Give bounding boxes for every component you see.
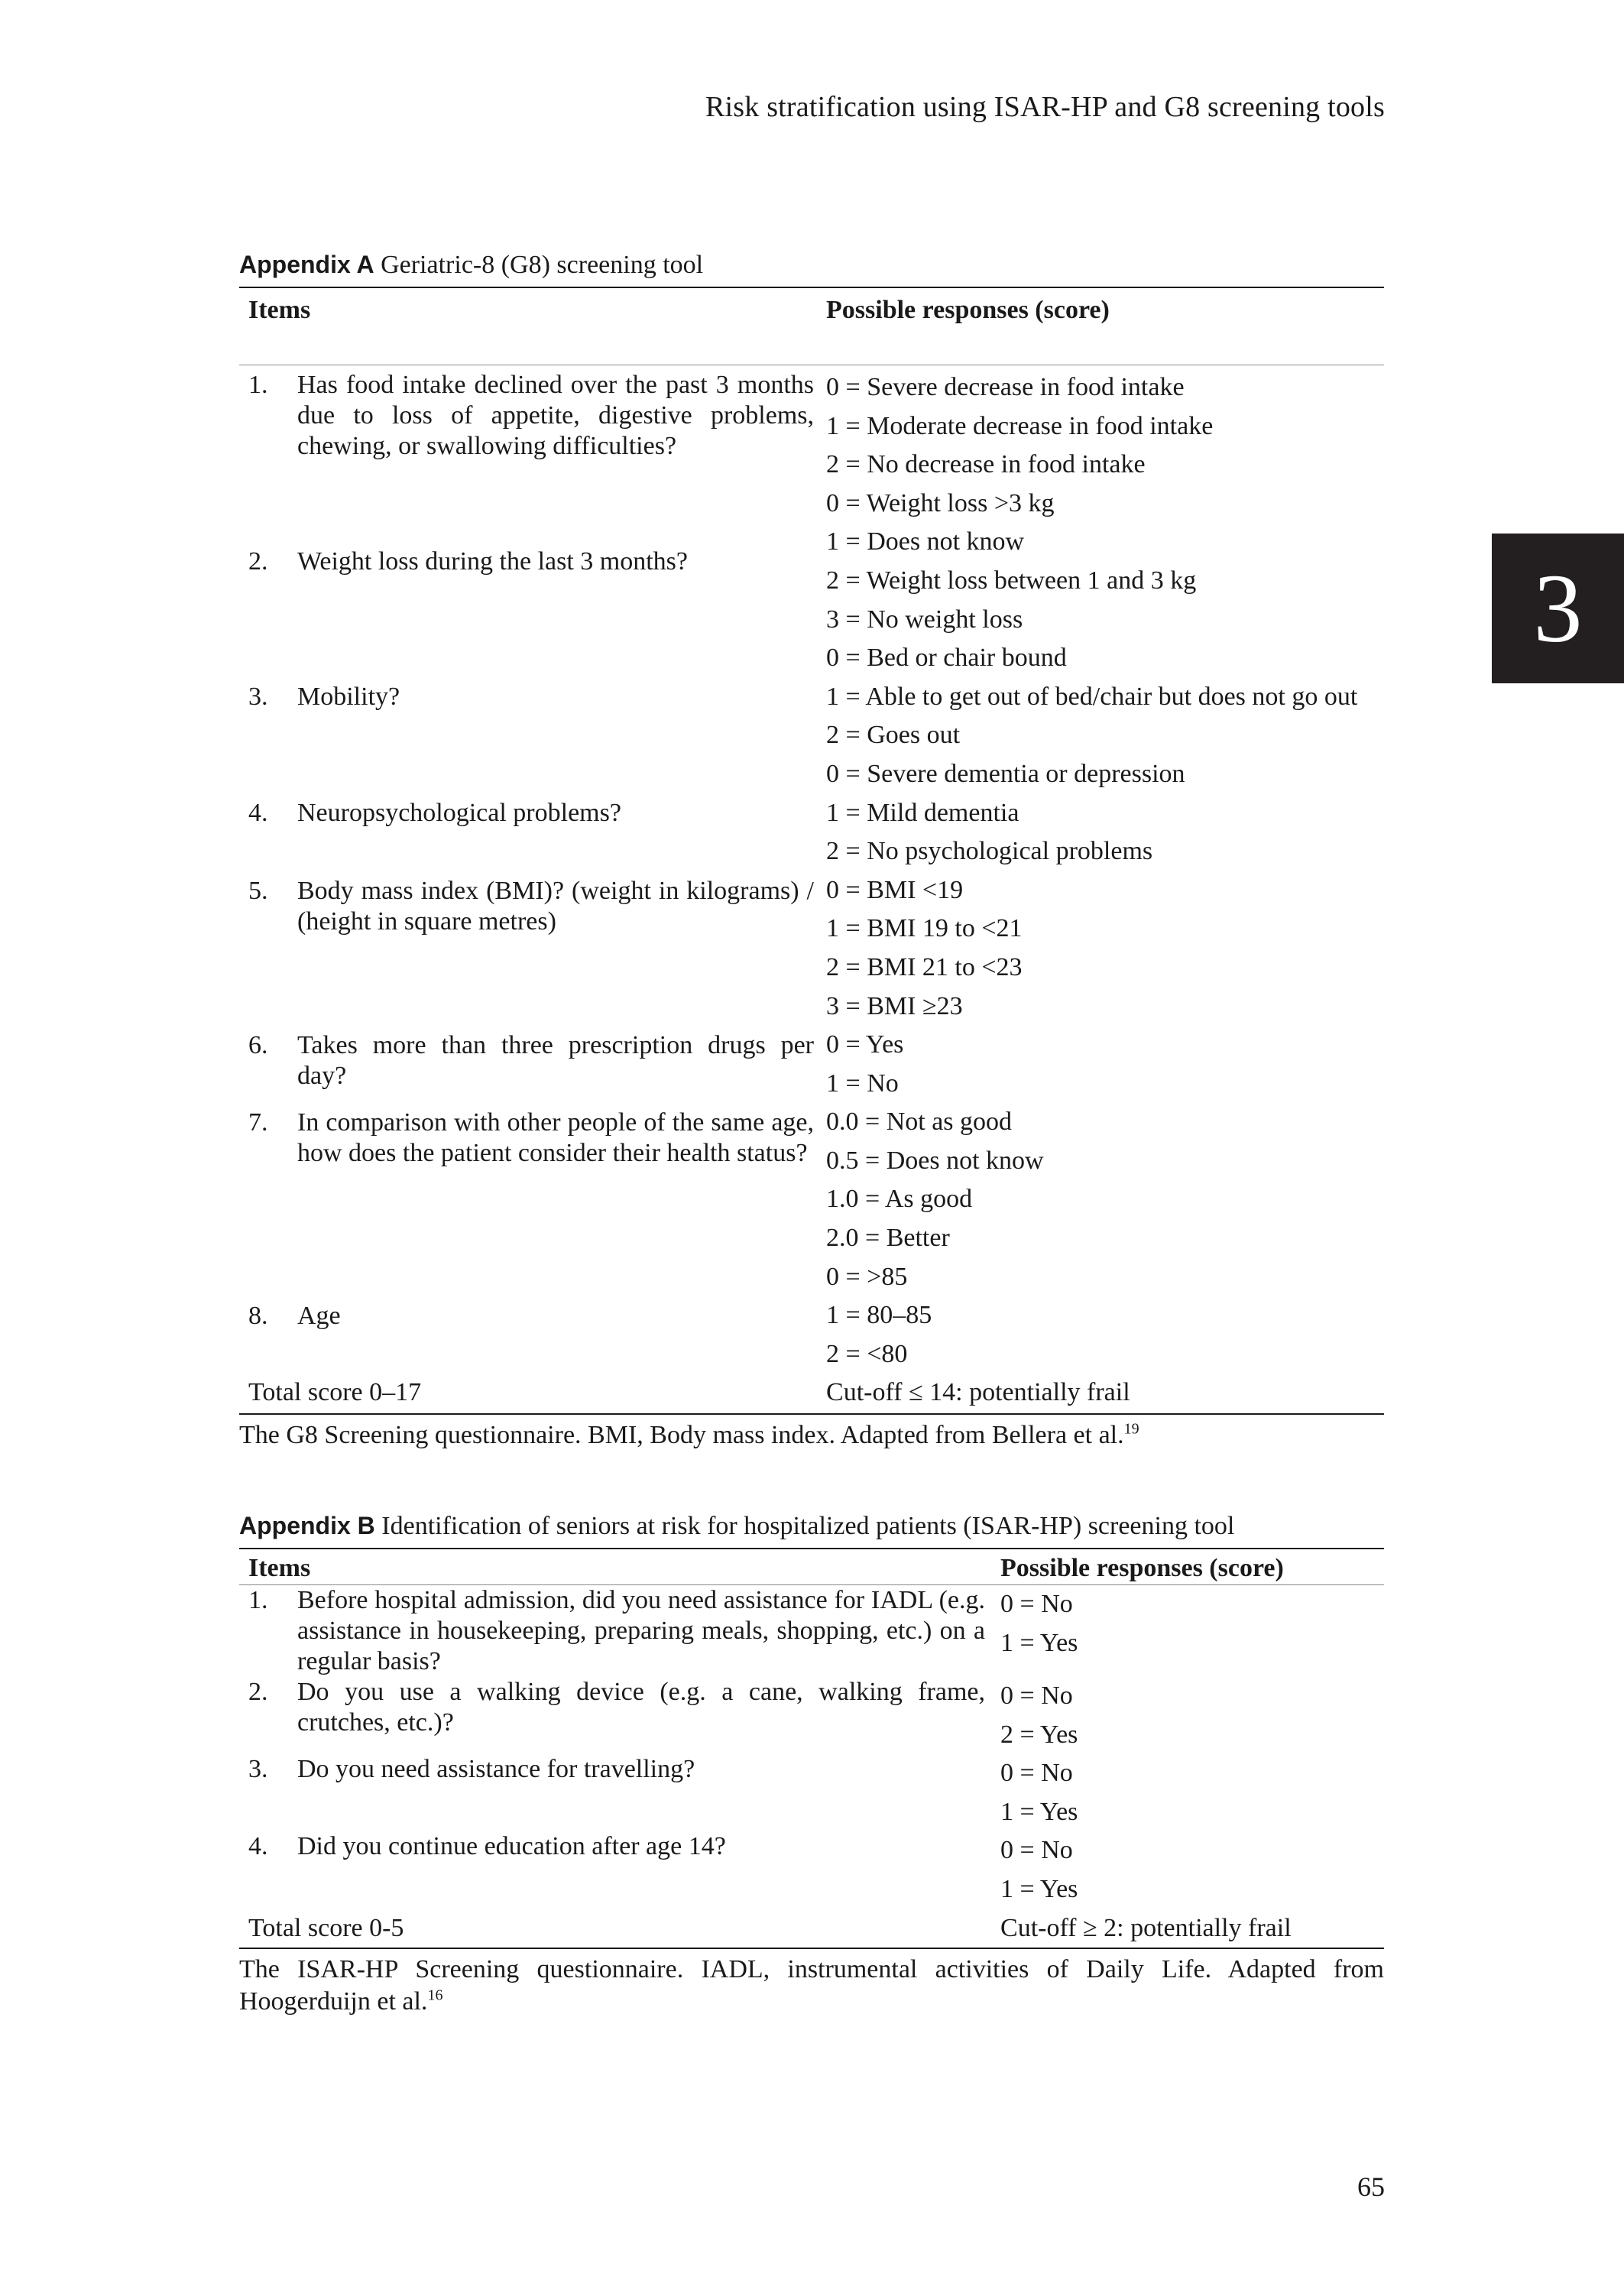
isar-row-number: 1. [248, 1586, 268, 1614]
g8-row [239, 1103, 1384, 1257]
isar-row [239, 1754, 1384, 1831]
isar-header-row [239, 1549, 1384, 1585]
isar-total-row [239, 1909, 1384, 1948]
g8-response-option: 0 = Severe dementia or depression [826, 759, 1185, 788]
g8-response-option: 2 = Weight loss between 1 and 3 kg [826, 566, 1197, 595]
isar-footnote [239, 1954, 1384, 2018]
g8-response-option: 1 = Moderate decrease in food intake [826, 411, 1214, 440]
isar-body [239, 1585, 1384, 1909]
appendix-b-caption [239, 1510, 1384, 1542]
isar-response-option: 0 = No [1000, 1682, 1073, 1710]
isar-row [239, 1585, 1384, 1678]
g8-row-number: 4. [248, 798, 268, 827]
isar-row [239, 1831, 1384, 1909]
isar-row [239, 1677, 1384, 1754]
g8-header-responses: Possible responses (score) [826, 296, 1110, 324]
g8-body [239, 365, 1384, 1374]
g8-row-responses [826, 639, 1384, 755]
isar-header-items: Items [248, 1554, 311, 1582]
appendix-a-caption [239, 249, 1384, 281]
appendix-a [239, 249, 1384, 1451]
g8-row-question: Body mass index (BMI)? (weight in kilograms) / (height in square metres) [297, 876, 815, 936]
isar-row-responses [1000, 1677, 1384, 1754]
g8-row-responses [826, 485, 1384, 639]
g8-row-number: 8. [248, 1301, 268, 1330]
isar-response-option: 1 = Yes [1000, 1797, 1078, 1826]
chapter-tab: 3 [1492, 534, 1624, 683]
g8-response-option: 1 = Does not know [826, 527, 1025, 556]
isar-row-number: 3. [248, 1755, 268, 1784]
g8-row-responses [826, 1103, 1384, 1257]
g8-row-responses [826, 1258, 1384, 1374]
g8-row-responses [826, 755, 1384, 871]
g8-row-number: 5. [248, 876, 268, 905]
g8-row [239, 1026, 1384, 1103]
g8-response-option: 0.0 = Not as good [826, 1108, 1013, 1137]
g8-response-option: 0 = BMI <19 [826, 875, 964, 904]
isar-response-option: 1 = Yes [1000, 1874, 1078, 1903]
isar-footnote-text: The ISAR-HP Screening questionnaire. IADL, instrumental activities of Daily Life. Adapted from Hoogerduijn et al. [239, 1954, 1384, 2016]
g8-row-number: 1. [248, 371, 268, 399]
appendix-b-tag: Appendix B [239, 1512, 375, 1539]
isar-table [239, 1548, 1384, 1949]
g8-total-label: Total score 0–17 [248, 1378, 422, 1407]
g8-response-option: 2 = No psychological problems [826, 837, 1153, 866]
g8-table [239, 287, 1384, 1415]
g8-response-option: 2 = <80 [826, 1339, 908, 1368]
g8-response-option: 1 = Able to get out of bed/chair but does not go out [826, 682, 1358, 711]
g8-row [239, 871, 1384, 1026]
g8-row [239, 755, 1384, 871]
g8-response-option: 3 = No weight loss [826, 605, 1023, 634]
g8-total-row [239, 1374, 1384, 1414]
g8-footnote-ref: 19 [1123, 1421, 1139, 1438]
g8-response-option: 0 = Yes [826, 1030, 904, 1059]
g8-response-option: 2 = Goes out [826, 721, 961, 750]
isar-row-question: Do you use a walking device (e.g. a cane, walking frame, crutches, etc.)? [297, 1678, 986, 1737]
g8-row-responses [826, 365, 1384, 485]
isar-row-responses [1000, 1585, 1384, 1678]
g8-row-question: Takes more than three prescription drugs per day? [297, 1031, 815, 1091]
g8-row [239, 1258, 1384, 1374]
g8-response-option: 1.0 = As good [826, 1185, 973, 1214]
isar-response-option: 0 = No [1000, 1836, 1073, 1865]
isar-response-option: 0 = No [1000, 1759, 1073, 1788]
g8-response-option: 0 = Bed or chair bound [826, 644, 1067, 673]
appendix-b [239, 1510, 1384, 2018]
page-number: 65 [1357, 2171, 1385, 2202]
g8-response-option: 0 = Severe decrease in food intake [826, 373, 1185, 401]
isar-row-question: Do you need assistance for travelling? [297, 1755, 695, 1784]
g8-footnote [239, 1419, 1384, 1451]
isar-total-cutoff: Cut-off ≥ 2: potentially frail [1000, 1913, 1292, 1942]
g8-row-question: In comparison with other people of the same age, how does the patient consider their health status? [297, 1108, 815, 1168]
g8-row-number: 2. [248, 546, 268, 576]
isar-row-number: 4. [248, 1832, 268, 1861]
g8-response-option: 2 = No decrease in food intake [826, 450, 1146, 479]
g8-response-option: 0.5 = Does not know [826, 1146, 1044, 1175]
g8-row-number: 7. [248, 1108, 268, 1137]
g8-row [239, 485, 1384, 639]
g8-row-number: 6. [248, 1031, 268, 1060]
g8-response-option: 2 = BMI 21 to <23 [826, 952, 1023, 981]
g8-response-option: 3 = BMI ≥23 [826, 991, 963, 1020]
isar-header-responses: Possible responses (score) [1000, 1554, 1284, 1582]
g8-row-responses [826, 871, 1384, 1026]
g8-header-items: Items [248, 296, 311, 324]
g8-total-cutoff: Cut-off ≤ 14: potentially frail [826, 1378, 1130, 1407]
g8-footnote-text: The G8 Screening questionnaire. BMI, Body mass index. Adapted from Bellera et al. [239, 1421, 1124, 1450]
appendix-a-tag: Appendix A [239, 251, 374, 278]
isar-response-option: 0 = No [1000, 1590, 1073, 1618]
isar-row-responses [1000, 1831, 1384, 1909]
isar-row-number: 2. [248, 1678, 268, 1706]
g8-row-question: Weight loss during the last 3 months? [297, 546, 688, 576]
g8-row-responses [826, 1026, 1384, 1103]
g8-row-number: 3. [248, 683, 268, 712]
g8-row-question: Neuropsychological problems? [297, 798, 621, 827]
g8-response-option: 0 = >85 [826, 1262, 908, 1291]
g8-row-question: Age [297, 1301, 341, 1330]
isar-row-responses [1000, 1754, 1384, 1831]
isar-footnote-ref: 16 [427, 1987, 443, 2004]
isar-row-question: Did you continue education after age 14? [297, 1832, 726, 1861]
g8-response-option: 1 = No [826, 1069, 899, 1098]
isar-row-question: Before hospital admission, did you need assistance for IADL (e.g. assistance in housekeeping, preparing meals, shopping, etc.) on a regular basis? [297, 1586, 986, 1675]
g8-header-row [239, 287, 1384, 365]
g8-row [239, 365, 1384, 485]
g8-response-option: 0 = Weight loss >3 kg [826, 488, 1055, 517]
g8-row-question: Has food intake declined over the past 3 months due to loss of appetite, digestive problems, chewing, or swallowing difficulties? [297, 371, 815, 460]
running-head: Risk stratification using ISAR-HP and G8 screening tools [705, 91, 1385, 123]
g8-response-option: 2.0 = Better [826, 1224, 950, 1253]
g8-row-question: Mobility? [297, 683, 400, 712]
isar-response-option: 2 = Yes [1000, 1720, 1078, 1749]
appendix-b-title: Identification of seniors at risk for hospitalized patients (ISAR-HP) screening tool [381, 1512, 1235, 1540]
isar-response-option: 1 = Yes [1000, 1628, 1078, 1657]
g8-row [239, 639, 1384, 755]
appendix-a-title: Geriatric-8 (G8) screening tool [381, 251, 704, 279]
g8-response-option: 1 = 80–85 [826, 1301, 932, 1330]
isar-total-label: Total score 0-5 [248, 1913, 404, 1942]
g8-response-option: 1 = Mild dementia [826, 798, 1019, 827]
g8-response-option: 1 = BMI 19 to <21 [826, 914, 1023, 943]
